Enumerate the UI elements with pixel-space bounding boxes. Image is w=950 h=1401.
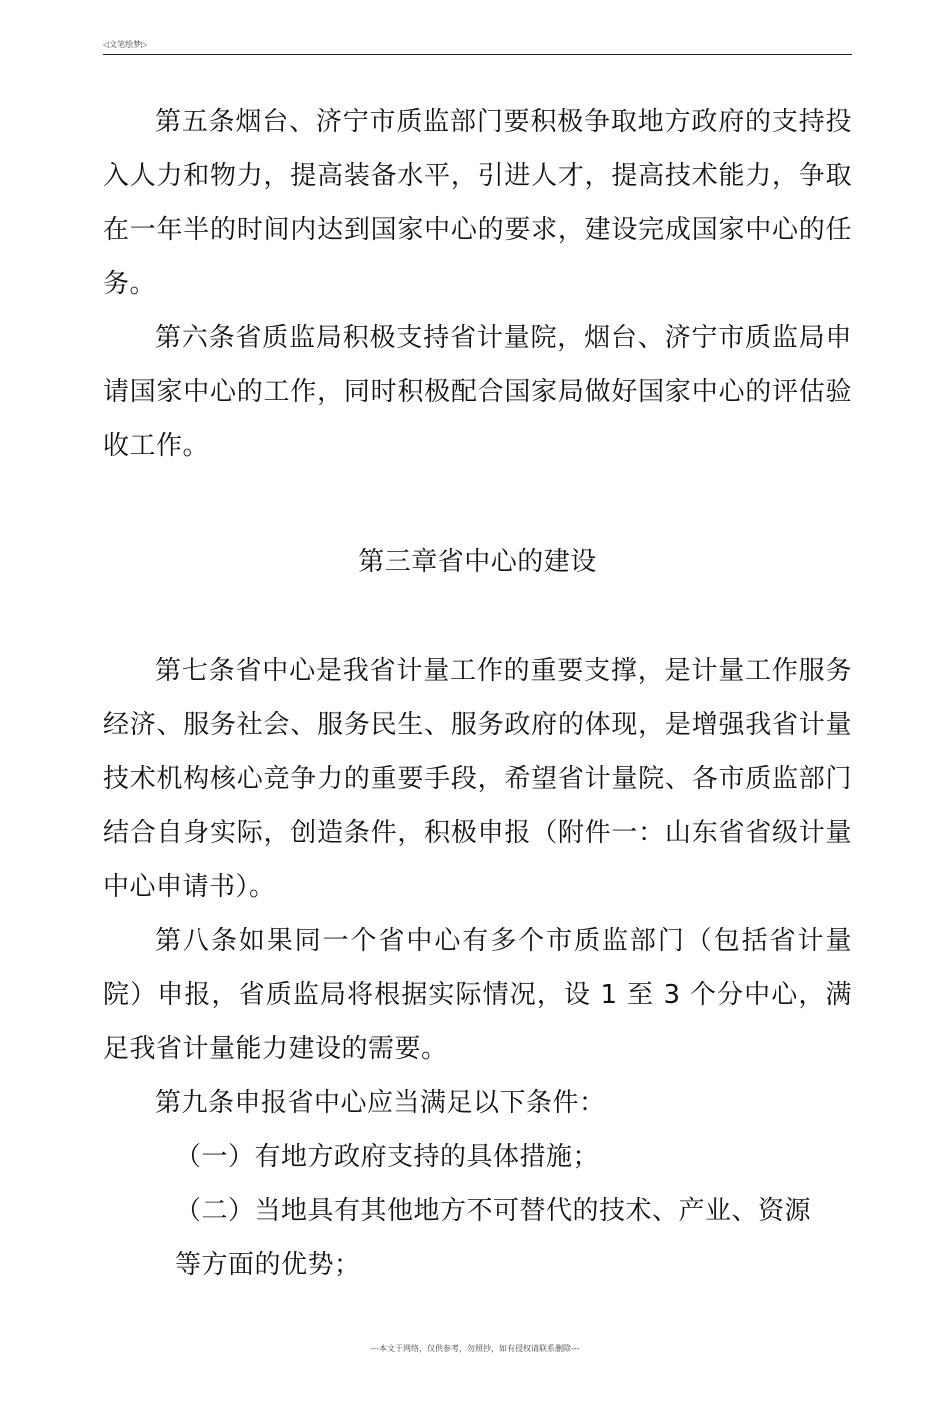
chapter-title: 第三章省中心的建设: [358, 547, 597, 577]
header-mark: ◁文笔绘梦▷: [103, 40, 148, 49]
spacer: [103, 589, 852, 644]
article-5: 第五条烟台、济宁市质监部门要积极争取地方政府的支持投入人力和物力，提高装备水平，引进人才，提高技术能力，争取在一年半的时间内达到国家中心的要求，建设完成国家中心的任务。: [103, 107, 852, 299]
article-7: 第七条省中心是我省计量工作的重要支撑，是计量工作服务经济、服务社会、服务民生、服务政府的体现，是增强我省计量技术机构核心竞争力的重要手段，希望省计量院、各市质监部门结合自身实际，创造条件，积极申报（附件一：山东省省级计量中心申请书）。: [103, 656, 852, 902]
article-9: 第九条申报省中心应当满足以下条件：: [155, 1088, 606, 1118]
spacer: [103, 473, 852, 535]
article-8: 第八条如果同一个省中心有多个市质监部门（包括省计量院）申报，省质监局将根据实际情况，设 1 至 3 个分中心，满足我省计量能力建设的需要。: [103, 926, 852, 1064]
condition-item-2: （二）当地具有其他地方不可替代的技术、产业、资源: [175, 1196, 812, 1226]
condition-item-1: （一）有地方政府支持的具体措施；: [175, 1142, 600, 1172]
article-6: 第六条省质监局积极支持省计量院，烟台、济宁市质监局申请国家中心的工作，同时积极配合国家局做好国家中心的评估验收工作。: [103, 323, 852, 461]
header-rule: [103, 54, 852, 55]
condition-item-2-continued: 等方面的优势；: [175, 1250, 361, 1280]
footer-disclaimer: ---本文于网络，仅供参考，勿照抄，如有侵权请联系删除---: [370, 1344, 580, 1353]
document-body: [103, 95, 852, 1292]
